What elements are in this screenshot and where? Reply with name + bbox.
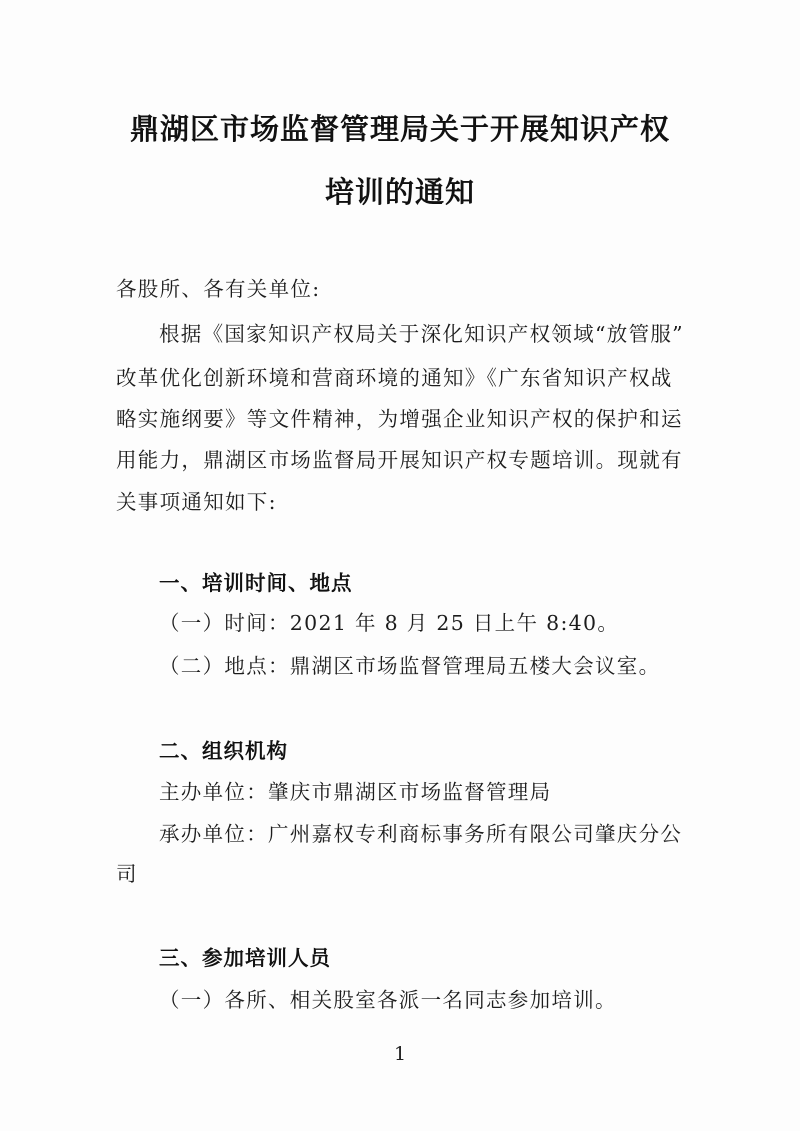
intro-line: 用能力，鼎湖区市场监督局开展知识产权专题培训。现就有 [116,448,683,472]
section-item: 承办单位：广州嘉权专利商标事务所有限公司肇庆分公 [159,822,683,846]
page-number: 1 [393,1043,407,1065]
section-item: （二）地点：鼎湖区市场监督管理局五楼大会议室。 [159,654,661,678]
section-heading-time-place: 一、培训时间、地点 [159,571,353,595]
section-item: （一）各所、相关股室各派一名同志参加培训。 [159,988,617,1012]
section-item: 司 [116,862,138,886]
section-item: 主办单位：肇庆市鼎湖区市场监督管理局 [159,780,552,804]
section-item: （一）时间：2021 年 8 月 25 日上午 8:40。 [159,611,620,635]
intro-line: 略实施纲要》等文件精神，为增强企业知识产权的保护和运 [116,407,683,431]
document-title-line-1: 鼎湖区市场监督管理局关于开展知识产权 [129,112,670,146]
section-heading-participants: 三、参加培训人员 [159,946,331,970]
section-heading-organization: 二、组织机构 [159,739,288,763]
intro-line: 关事项通知如下: [116,490,277,514]
intro-line: 根据《国家知识产权局关于深化知识产权领域“放管服” [159,322,684,346]
salutation: 各股所、各有关单位: [116,277,321,301]
document-title-line-2: 培训的通知 [324,175,475,209]
intro-line: 改革优化创新环境和营商环境的通知》《广东省知识产权战 [116,366,673,390]
